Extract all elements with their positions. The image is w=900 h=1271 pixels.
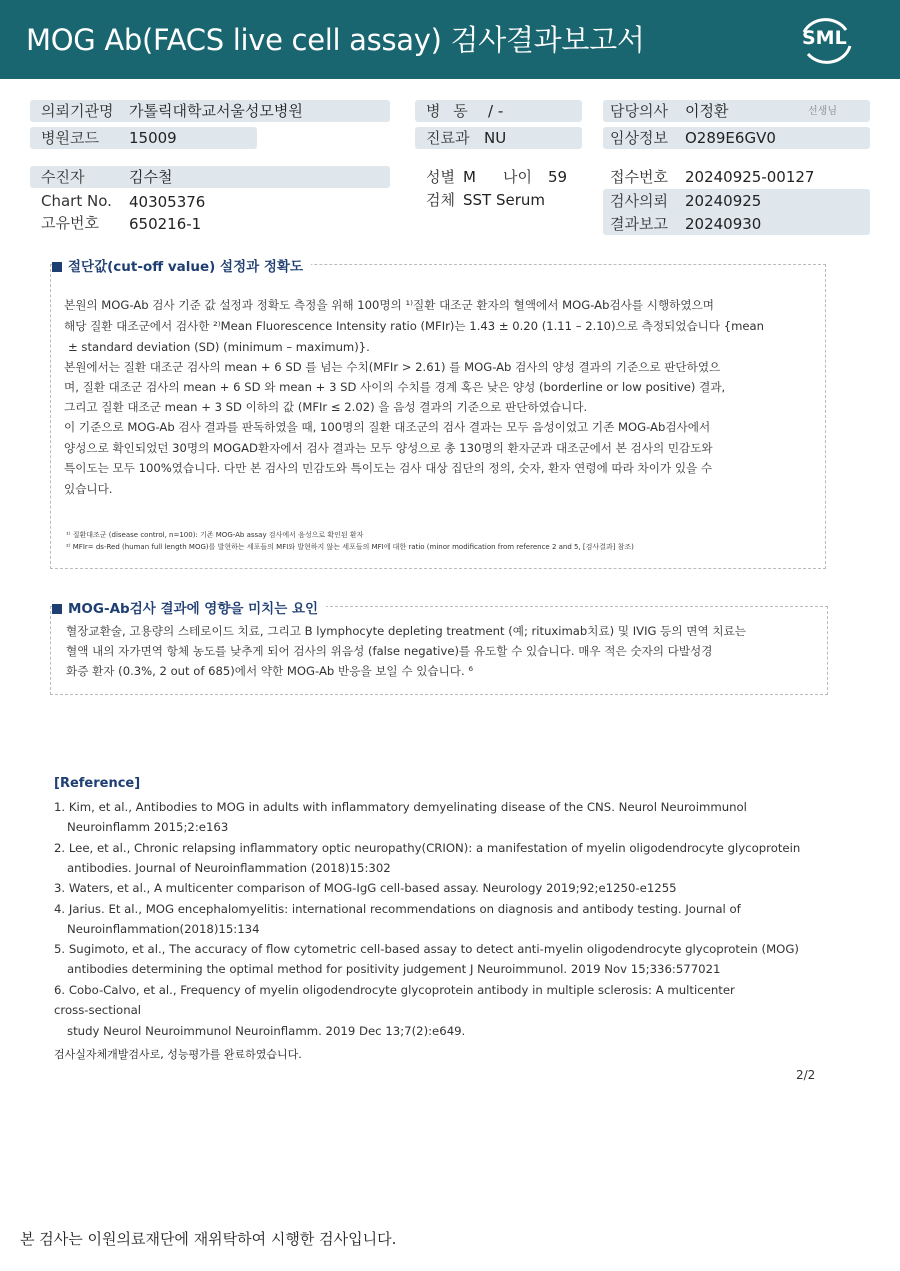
specimen-label: 검체: [426, 191, 455, 209]
reference-line: 5. Sugimoto, et al., The accuracy of flow cytometric cell-based assay to detect anti-myelin oligodendrocyte glycoprotein (MOG): [54, 942, 799, 956]
ward-value: / -: [488, 102, 504, 120]
hospital-code-value: 15009: [129, 129, 177, 147]
unique-no-label: 고유번호: [41, 214, 99, 232]
cutoff-line: 특이도는 모두 100%였습니다. 다만 본 검사의 민감도와 특이도는 검사 대상 집단의 정의, 숫자, 환자 연령에 따라 차이가 있을 수: [64, 461, 713, 475]
reference-line: cross-sectional: [54, 1003, 142, 1018]
age-value: 59: [548, 168, 568, 186]
specimen-value: SST Serum: [463, 191, 546, 209]
reference-line: study Neurol Neuroimmunol Neuroinflamm. 2019 Dec 13;7(2):e649.: [67, 1023, 466, 1038]
doctor-label: 담당의사: [610, 102, 668, 120]
reference-item: [54, 838, 834, 879]
section-bullet-icon: [52, 604, 62, 614]
cutoff-line: 이 기준으로 MOG-Ab 검사 결과를 판독하였을 때, 100명의 질환 대조군의 검사 결과는 모두 음성이었고 기존 MOG-Ab검사에서: [64, 420, 711, 434]
validation-note: 검사실자체개발검사로, 성능평가를 완료하였습니다.: [54, 1048, 302, 1061]
reference-item: [54, 980, 834, 1041]
unique-no-value: 650216-1: [129, 215, 202, 233]
reference-line: 3. Waters, et al., A multicenter comparison of MOG-IgG cell-based assay. Neurology 2019;92;e1250-e1255: [54, 881, 677, 895]
reference-line: 2. Lee, et al., Chronic relapsing inflammatory optic neuropathy(CRION): a manifestation of myelin oligodendrocyte glycoprotein: [54, 841, 801, 855]
factors-section-title-text: MOG-Ab검사 결과에 영향을 미치는 요인: [68, 601, 319, 617]
outsourcing-note: 본 검사는 이원의료재단에 재위탁하여 시행한 검사입니다.: [20, 1230, 397, 1248]
ward-label: 병 동: [426, 102, 468, 120]
report-date-label: 결과보고: [610, 215, 668, 233]
reference-item: [54, 939, 834, 980]
footnote-1: ¹⁾ 질환대조군 (disease control, n=100): 기존 MOG-Ab assay 검사에서 음성으로 확인된 환자: [66, 531, 364, 539]
reference-title: [Reference]: [54, 776, 141, 791]
factors-section-title: [52, 597, 326, 617]
clinical-value: O289E6GV0: [685, 129, 776, 147]
patient-label: 수진자: [41, 168, 85, 186]
logo-text: SML: [802, 27, 847, 49]
doctor-value: 이정환: [685, 102, 729, 120]
cutoff-line: 양성으로 확인되었던 30명의 MOGAD환자에서 검사 결과는 모두 양성으로 총 130명의 환자군과 대조군에서 본 검사의 민감도와: [64, 441, 713, 455]
factors-line: 혈장교환술, 고용량의 스테로이드 치료, 그리고 B lymphocyte depleting treatment (예; rituximab치료) 및 IVIG 등의 면역 치료는: [66, 624, 746, 638]
cutoff-line: 본원의 MOG-Ab 검사 기준 값 설정과 정확도 측정을 위해 100명의 ¹⁾질환 대조군 환자의 혈액에서 MOG-Ab검사를 시행하였으며: [64, 298, 714, 312]
factors-line: 화증 환자 (0.3%, 2 out of 685)에서 약한 MOG-Ab 반응을 보일 수 있습니다. ⁶: [66, 664, 474, 678]
receipt-label: 접수번호: [610, 168, 668, 186]
factors-line: 혈액 내의 자가면역 항체 농도를 낮추게 되어 검사의 위음성 (false negative)를 유도할 수 있습니다. 매우 적은 숫자의 다발성경: [66, 644, 713, 658]
cutoff-line: 며, 질환 대조군 검사의 mean + 6 SD 와 mean + 3 SD 사이의 수치를 경계 혹은 낮은 양성 (borderline or low positive) 결과,: [64, 380, 726, 394]
cutoff-section-title: [52, 255, 311, 275]
patient-value: 김수철: [129, 168, 173, 186]
cutoff-section-title-text: 절단값(cut-off value) 설정과 정확도: [68, 259, 303, 275]
footnote-2: ²⁾ MFIr= ds-Red (human full length MOG)를 발현하는 세포들의 MFI와 발현하지 않는 세포들의 MFI에 대한 ratio (minor modification from reference 2 and 5, [검사결과] 참조): [66, 543, 634, 551]
institution-value: 가톨릭대학교서울성모병원: [129, 102, 303, 120]
department-value: NU: [484, 129, 507, 147]
cutoff-line: 있습니다.: [64, 482, 113, 496]
report-date-value: 20240930: [685, 215, 762, 233]
receipt-value: 20240925-00127: [685, 168, 815, 186]
hospital-code-label: 병원코드: [41, 129, 99, 147]
clinical-label: 임상정보: [610, 129, 668, 147]
reference-line: 6. Cobo-Calvo, et al., Frequency of myelin oligodendrocyte glycoprotein antibody in multiple sclerosis: A multicenter: [54, 983, 735, 997]
reference-line: 1. Kim, et al., Antibodies to MOG in adults with inflammatory demyelinating disease of the CNS. Neurol Neuroimmunol: [54, 800, 747, 814]
chart-no-label: Chart No.: [41, 192, 112, 210]
reference-line: antibodies. Journal of Neuroinflammation (2018)15:302: [67, 861, 391, 876]
request-date-value: 20240925: [685, 192, 762, 210]
sex-label: 성별: [426, 168, 455, 186]
section-bullet-icon: [52, 262, 62, 272]
request-date-label: 검사의뢰: [610, 192, 668, 210]
page-number: 2/2: [796, 1068, 816, 1082]
reference-item: [54, 878, 834, 898]
cutoff-line: ± standard deviation (SD) (minimum – maximum)}.: [68, 340, 370, 354]
report-header: [0, 0, 900, 79]
sml-logo: [794, 12, 856, 66]
reference-item: [54, 797, 834, 838]
cutoff-line: 그리고 질환 대조군 mean + 3 SD 이하의 값 (MFIr ≤ 2.02) 을 음성 결과의 기준으로 판단하였습니다.: [64, 400, 588, 414]
reference-line: antibodies determining the optimal method for positivity judgement J Neuroimmunol. 2019 Nov 15;336:577021: [67, 962, 721, 977]
cutoff-line: 본원에서는 질환 대조군 검사의 mean + 6 SD 를 넘는 수치(MFIr > 2.61) 를 MOG-Ab 검사의 양성 결과의 기준으로 판단하였으: [64, 360, 721, 374]
reference-line: Neuroinflammation(2018)15:134: [67, 922, 260, 937]
reference-line: 4. Jarius. Et al., MOG encephalomyelitis: international recommendations on diagnosis and antibody testing. Journal of: [54, 902, 741, 916]
reference-item: [54, 899, 834, 940]
doctor-suffix: 선생님: [808, 106, 837, 117]
chart-no-value: 40305376: [129, 193, 206, 211]
department-label: 진료과: [426, 129, 470, 147]
report-title: MOG Ab(FACS live cell assay) 검사결과보고서: [26, 23, 645, 57]
cutoff-line: 해당 질환 대조군에서 검사한 ²⁾Mean Fluorescence Intensity ratio (MFIr)는 1.43 ± 0.20 (1.11 – 2.10)으로 측정되었습니다 {mean: [64, 319, 764, 333]
sex-value: M: [463, 168, 476, 186]
reference-line: Neuroinflamm 2015;2:e163: [67, 820, 229, 835]
age-label: 나이: [503, 168, 532, 186]
institution-label: 의뢰기관명: [41, 102, 114, 120]
